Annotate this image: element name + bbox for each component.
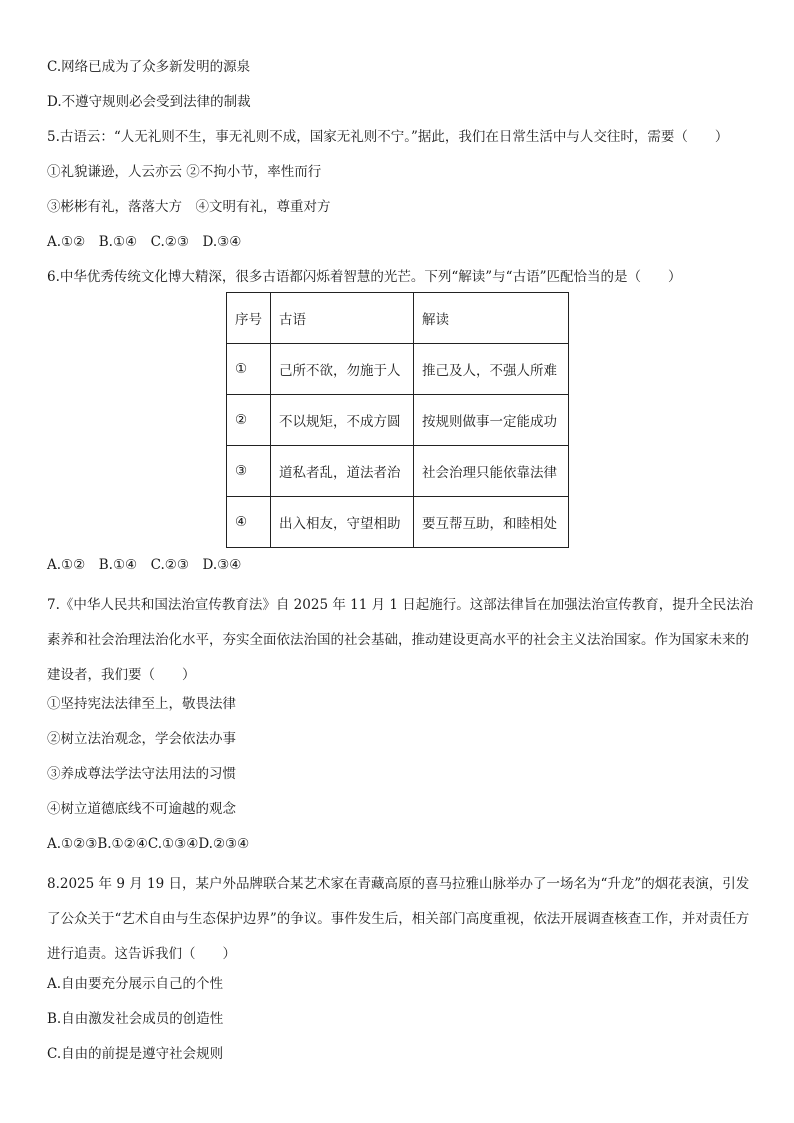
- q7-item: ③养成尊法学法守法用法的习惯: [47, 766, 236, 782]
- table-cell: 不以规矩，不成方圆: [271, 395, 414, 446]
- q6-stem: 6.中华优秀传统文化博大精深，很多古语都闪烁着智慧的光芒。下列“解读”与“古语”匹配恰当的是（ ）: [47, 269, 682, 285]
- table-header-cell: 古语: [271, 293, 414, 344]
- q7-options: A.①②③B.①②④C.①③④D.②③④: [47, 836, 250, 852]
- table-cell: ④: [227, 497, 271, 548]
- q6-table: [226, 292, 569, 548]
- q5-options: A.①② B.①④ C.②③ D.③④: [47, 234, 242, 250]
- q6-options: A.①② B.①④ C.②③ D.③④: [47, 557, 242, 573]
- table-row: [227, 497, 569, 548]
- q4-option-d: D.不遵守规则必会受到法律的制裁: [47, 94, 251, 110]
- q5-stem: 5.古语云：“人无礼则不生，事无礼则不成，国家无礼则不宁。”据此，我们在日常生活中与人交往时，需要（ ）: [47, 129, 729, 145]
- table-cell: 要互帮互助，和睦相处: [414, 497, 569, 548]
- table-cell: ②: [227, 395, 271, 446]
- q7-item: ①坚持宪法法律至上，敬畏法律: [47, 696, 236, 712]
- table-cell: 按规则做事一定能成功: [414, 395, 569, 446]
- q8-option-a: A.自由要充分展示自己的个性: [47, 976, 224, 992]
- table-header-cell: 序号: [227, 293, 271, 344]
- q7-item: ②树立法治观念，学会依法办事: [47, 731, 236, 747]
- q5-items-3-4: ③彬彬有礼，落落大方 ④文明有礼，尊重对方: [47, 199, 331, 215]
- q4-option-c: C.网络已成为了众多新发明的源泉: [47, 59, 251, 75]
- table-row: [227, 344, 569, 395]
- q7-stem: 7.《中华人民共和国法治宣传教育法》自 2025 年 11 月 1 日起施行。这部法律旨在加强法治宣传教育，提升全民法治素养和社会治理法治化水平，夯实全面依法治国的社会基础，推动建设更高水平的社会主义法治国家。作为国家未来的建设者，我们要（ ）: [47, 597, 754, 683]
- table-cell: 社会治理只能依靠法律: [414, 446, 569, 497]
- table-cell: 道私者乱，道法者治: [271, 446, 414, 497]
- table-cell: ①: [227, 344, 271, 395]
- table-row: [227, 446, 569, 497]
- table-cell: 推己及人，不强人所难: [414, 344, 569, 395]
- table-cell: 出入相友，守望相助: [271, 497, 414, 548]
- table-header-cell: 解读: [414, 293, 569, 344]
- table-row: [227, 395, 569, 446]
- q8-option-b: B.自由激发社会成员的创造性: [47, 1011, 224, 1027]
- table-header-row: [227, 293, 569, 344]
- q7-item: ④树立道德底线不可逾越的观念: [47, 801, 236, 817]
- table-cell: 己所不欲，勿施于人: [271, 344, 414, 395]
- q8-option-c: C.自由的前提是遵守社会规则: [47, 1046, 224, 1062]
- q5-items-1-2: ①礼貌谦逊，人云亦云 ②不拘小节，率性而行: [47, 164, 322, 180]
- q8-stem: 8.2025 年 9 月 19 日，某户外品牌联合某艺术家在青藏高原的喜马拉雅山脉举办了一场名为“升龙”的烟花表演，引发了公众关于“艺术自由与生态保护边界”的争议。事件发生后，相关部门高度重视，依法开展调查核查工作，并对责任方进行追责。这告诉我们（ ）: [47, 876, 750, 962]
- table-cell: ③: [227, 446, 271, 497]
